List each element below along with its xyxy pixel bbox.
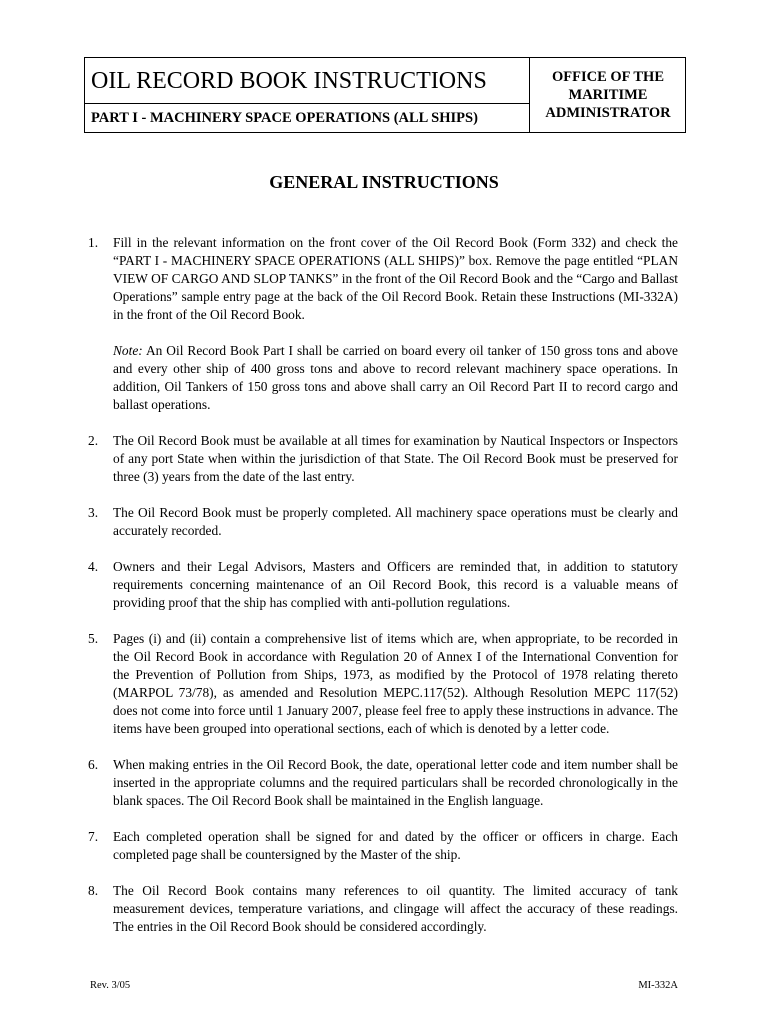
instruction-item-4: [88, 558, 678, 612]
item-number: 1.: [88, 235, 99, 250]
item-number: 2.: [88, 433, 99, 448]
instruction-item-1: [88, 234, 678, 414]
item-text: The Oil Record Book must be properly completed. All machinery space operations must be clearly and accurately recorded.: [113, 505, 678, 538]
item-number: 5.: [88, 631, 99, 646]
form-id-label: MI-332A: [638, 980, 678, 991]
instruction-item-7: [88, 828, 678, 864]
item-text: Each completed operation shall be signed for and dated by the officer or officers in charge. Each completed page shall be countersigned by the Master of the ship.: [113, 829, 678, 862]
revision-label: Rev. 3/05: [90, 980, 131, 991]
instruction-item-2: [88, 432, 678, 486]
item-text: The Oil Record Book contains many references to oil quantity. The limited accuracy of tank measurement devices, temperature variations, and clingage will affect the accuracy of these readings. The entries in the Oil Record Book should be considered accordingly.: [113, 883, 678, 934]
item-number: 4.: [88, 559, 99, 574]
instruction-item-3: [88, 504, 678, 540]
document-subtitle: PART I - MACHINERY SPACE OPERATIONS (ALL SHIPS): [91, 110, 478, 126]
item-number: 8.: [88, 883, 99, 898]
item-text: Owners and their Legal Advisors, Masters and Officers are reminded that, in addition to statutory requirements concerning maintenance of an Oil Record Book, this record is a valuable means of providing proof that the ship has complied with anti-pollution regulations.: [113, 559, 678, 610]
office-line-2: MARITIME: [568, 87, 648, 103]
note-paragraph: [113, 342, 678, 414]
item-number: 6.: [88, 757, 99, 772]
header-box: [84, 57, 686, 133]
office-line-1: OFFICE OF THE: [552, 69, 664, 85]
header-left-panel: [85, 58, 530, 132]
item-number: 7.: [88, 829, 99, 844]
page-heading: GENERAL INSTRUCTIONS: [269, 172, 499, 192]
note-text: An Oil Record Book Part I shall be carried on board every oil tanker of 150 gross tons and above and every other ship of 400 gross tons and above to record relevant machinery space operations. In addition, Oil Tankers of 150 gross tons and above shall carry an Oil Record Part II to record cargo and ballast operations.: [113, 343, 678, 412]
note-label: Note:: [113, 343, 143, 358]
instruction-item-8: [88, 882, 678, 936]
instructions-list: [88, 234, 678, 954]
item-text: The Oil Record Book must be available at all times for examination by Nautical Inspectors or Inspectors of any port State when within the jurisdiction of that State. The Oil Record Book must be preserved for three (3) years from the date of the last entry.: [113, 433, 678, 484]
item-text: Pages (i) and (ii) contain a comprehensive list of items which are, when appropriate, to be recorded in the Oil Record Book in accordance with Regulation 20 of Annex I of the International Convention for the Prevention of Pollution from Ships, 1973, as modified by the Protocol of 1978 relating thereto (MARPOL 73/78), as amended and Resolution MEPC.117(52). Although Resolution MEPC 117(52) does not come into force until 1 January 2007, please feel free to apply these instructions in advance. The items have been grouped into operational sections, each of which is denoted by a letter code.: [113, 631, 678, 736]
instruction-item-6: [88, 756, 678, 810]
item-number: 3.: [88, 505, 99, 520]
item-text: Fill in the relevant information on the front cover of the Oil Record Book (Form 332) and check the “PART I - MACHINERY SPACE OPERATIONS (ALL SHIPS)” box. Remove the page entitled “PLAN VIEW OF CARGO AND SLOP TANKS” in the front of the Oil Record Book and the “Cargo and Ballast Operations” sample entry page at the back of the Oil Record Book. Retain these Instructions (MI-332A) in the front of the Oil Record Book.: [113, 235, 678, 322]
item-text: When making entries in the Oil Record Book, the date, operational letter code and item number shall be inserted in the appropriate columns and the required particulars shall be recorded chronologically in the blank spaces. The Oil Record Book shall be maintained in the English language.: [113, 757, 678, 808]
office-label: [530, 58, 686, 132]
office-line-3: ADMINISTRATOR: [545, 105, 671, 121]
instruction-item-5: [88, 630, 678, 738]
document-title: OIL RECORD BOOK INSTRUCTIONS: [85, 58, 529, 104]
